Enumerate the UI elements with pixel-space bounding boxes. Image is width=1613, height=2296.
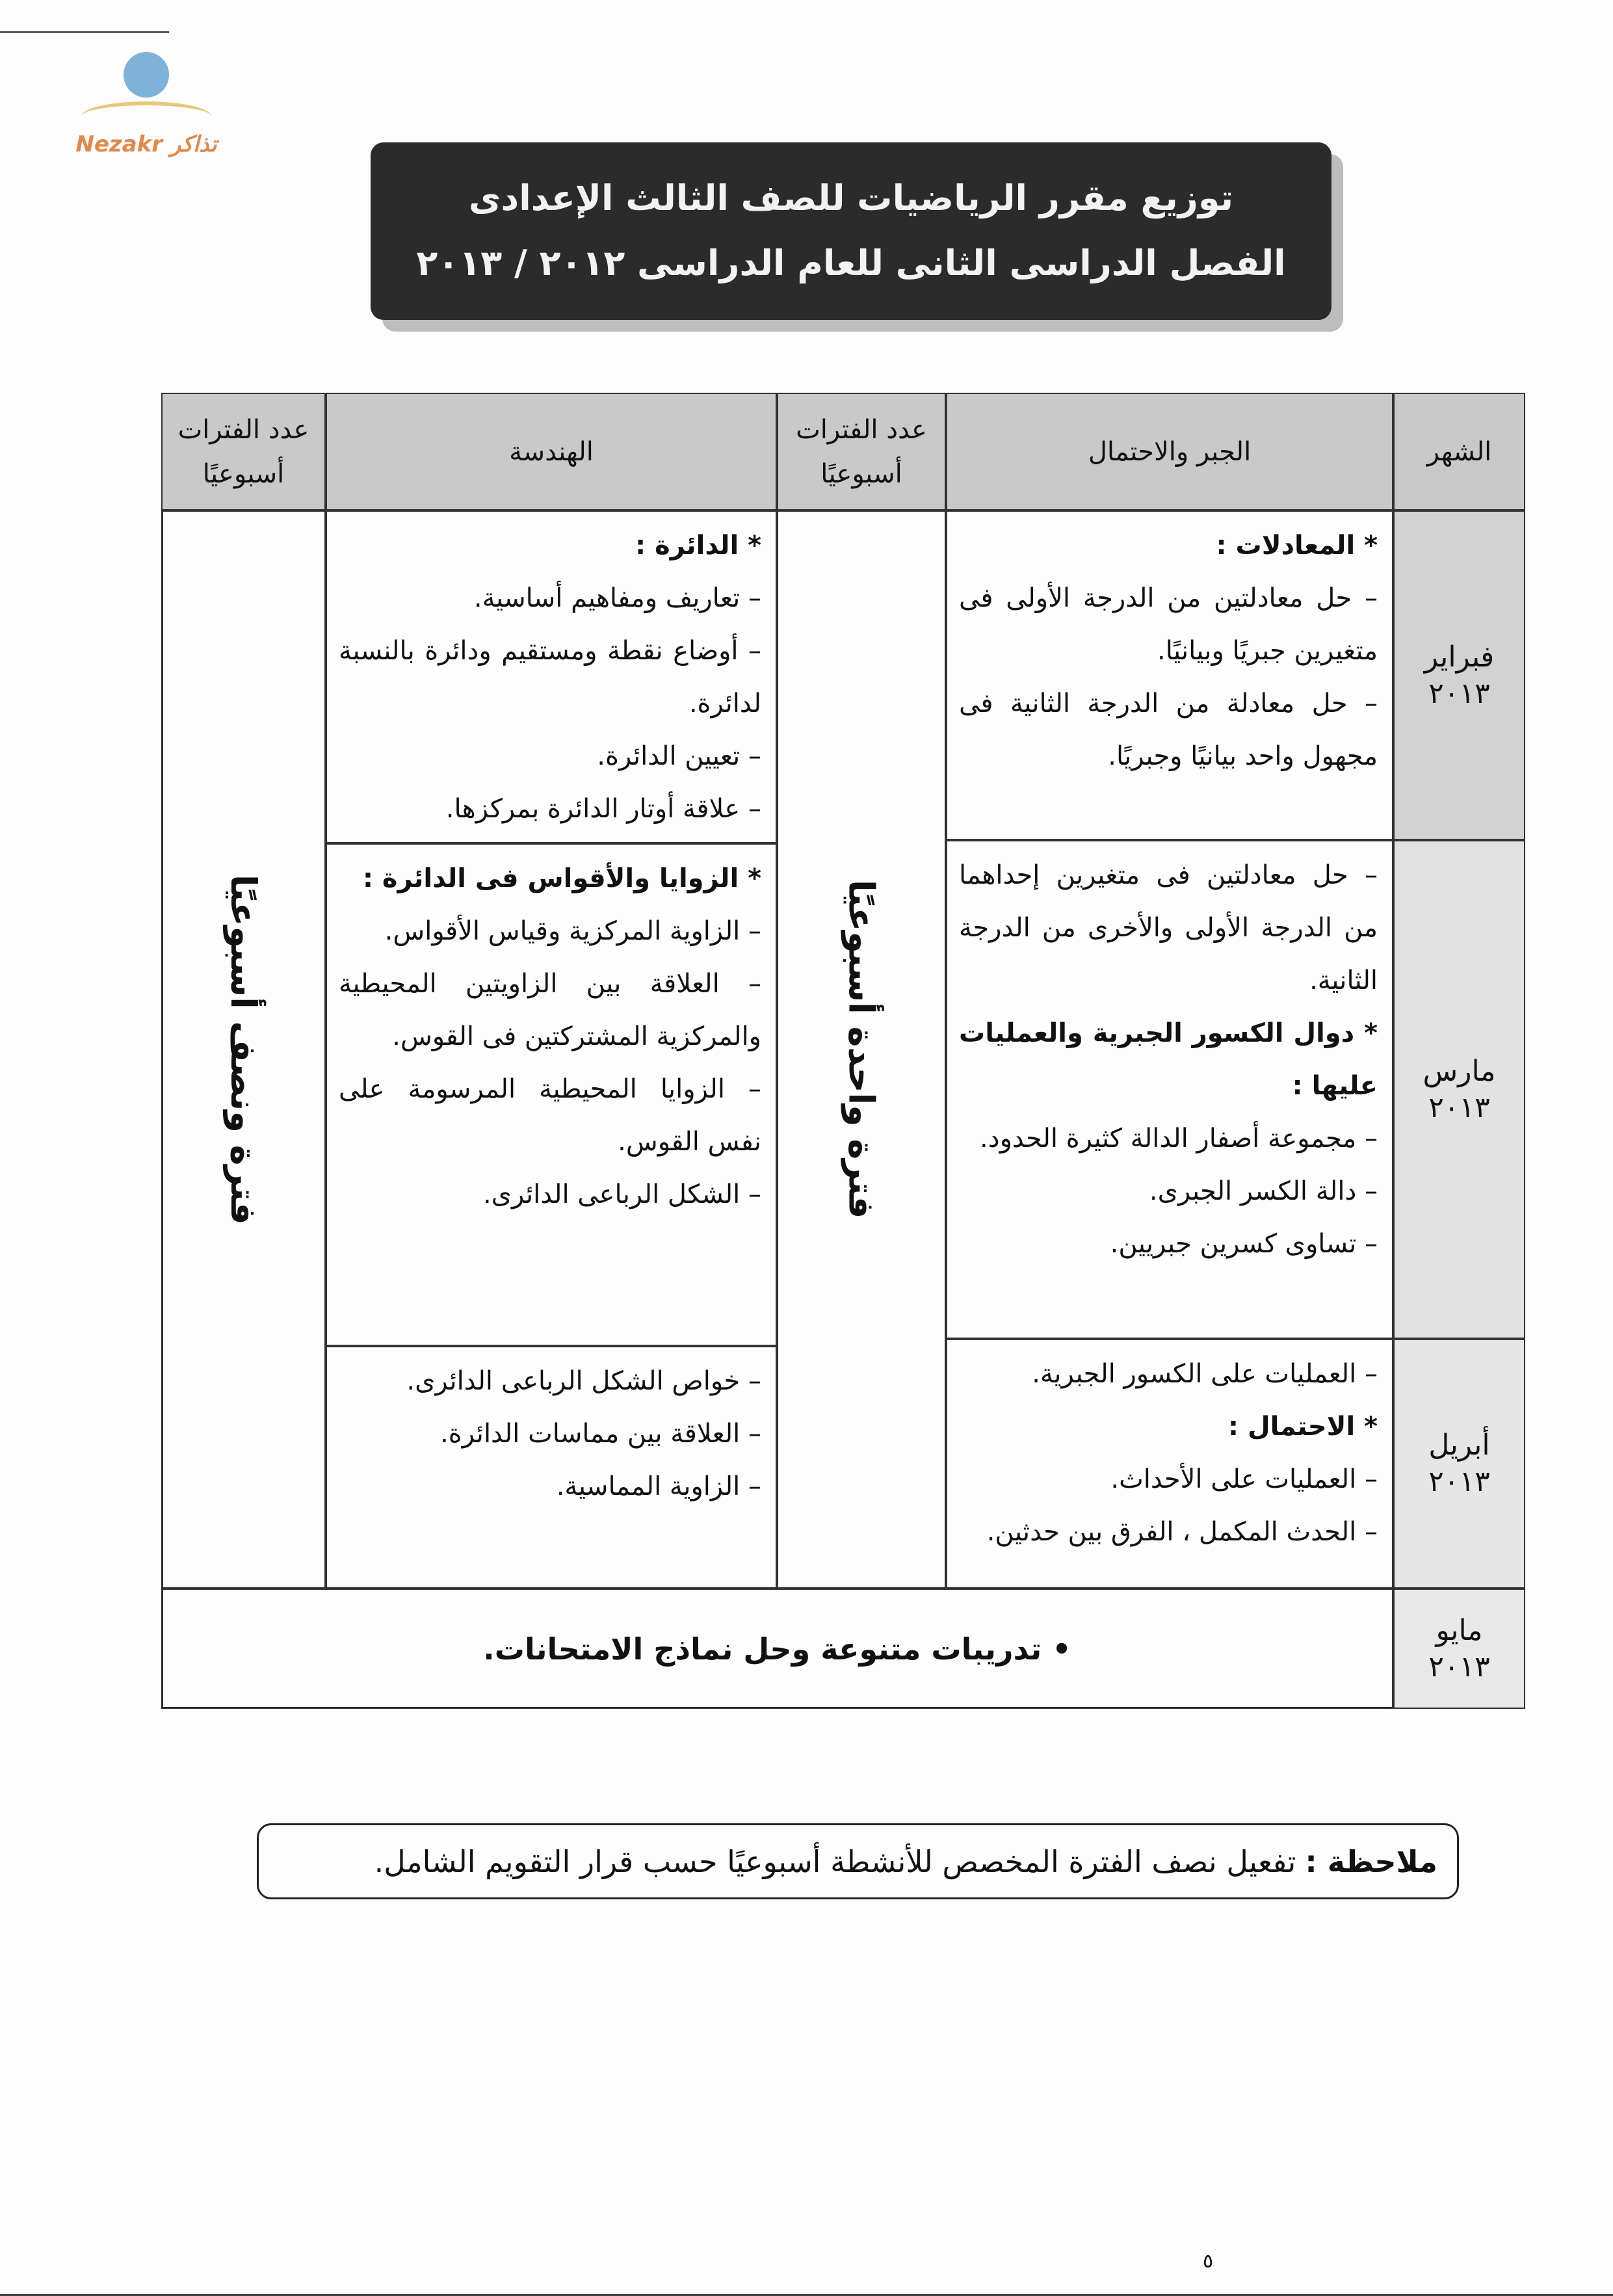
month-may	[1393, 1589, 1525, 1709]
topic-heading: * الاحتمال :	[1228, 1412, 1378, 1442]
month-name: مايو	[1436, 1613, 1483, 1647]
topic-item: – دالة الكسر الجبرى.	[1149, 1176, 1378, 1206]
geometry-march	[326, 843, 777, 1346]
may-text: • تدريبات متنوعة وحل نماذج الامتحانات.	[483, 1631, 1071, 1667]
geometry-february	[326, 510, 777, 843]
algebra-february	[946, 510, 1393, 840]
header-month: الشهر	[1393, 393, 1525, 510]
month-april	[1393, 1339, 1525, 1589]
logo	[59, 52, 234, 176]
month-name: فبراير	[1424, 640, 1495, 674]
may-row	[161, 1589, 1393, 1709]
topic-item: – أوضاع نقطة ومستقيم ودائرة بالنسبة لدائرة.	[339, 636, 761, 719]
graduation-cap-icon	[124, 52, 169, 98]
topic-item: – تساوى كسرين جبريين.	[1110, 1229, 1378, 1259]
month-march	[1393, 840, 1525, 1339]
topic-item: – مجموعة أصفار الدالة كثيرة الحدود.	[980, 1124, 1378, 1154]
count-1-cell	[777, 510, 946, 1589]
topic-item: – الزاوية المماسية.	[556, 1471, 761, 1501]
geometry-april	[326, 1346, 777, 1589]
algebra-april	[946, 1339, 1393, 1589]
page-number: ٥	[1203, 2250, 1214, 2273]
title-line-2: الفصل الدراسى الثانى للعام الدراسى ٢٠١٢ / ٢٠١٣	[416, 243, 1286, 284]
month-name: مارس	[1423, 1054, 1496, 1088]
month-february	[1393, 510, 1525, 840]
month-year: ٢٠١٣	[1428, 1650, 1490, 1683]
header-count-2: عدد الفترات أسبوعيًا	[161, 393, 326, 510]
count-1-text: فترة واحدة أسبوعيًا	[841, 880, 882, 1219]
algebra-march	[946, 840, 1393, 1339]
topic-heading: * الزوايا والأقواس فى الدائرة :	[362, 864, 761, 893]
topic-item: – خواص الشكل الرباعى الدائرى.	[406, 1366, 761, 1396]
topic-item: – الشكل الرباعى الدائرى.	[482, 1180, 761, 1209]
topic-item: – العمليات على الأحداث.	[1110, 1464, 1378, 1494]
topic-item: – العمليات على الكسور الجبرية.	[1032, 1359, 1378, 1389]
count-2-text: فترة ونصف أسبوعيًا	[223, 874, 264, 1225]
month-year: ٢٠١٣	[1428, 1090, 1490, 1124]
title-line-1: توزيع مقرر الرياضيات للصف الثالث الإعدادى	[469, 178, 1233, 218]
topic-item: – حل معادلة من الدرجة الثانية فى مجهول واحد بيانيًا وجبريًا.	[959, 689, 1378, 771]
topic-item: – العلاقة بين مماسات الدائرة.	[440, 1419, 761, 1449]
count-2-cell	[161, 510, 326, 1589]
month-name: أبريل	[1428, 1429, 1490, 1462]
note-text: تفعيل نصف الفترة المخصص للأنشطة أسبوعيًا حسب قرار التقويم الشامل.	[374, 1843, 1296, 1879]
header-geometry: الهندسة	[326, 393, 777, 510]
month-year: ٢٠١٣	[1428, 1465, 1490, 1498]
topic-item: – علاقة أوتار الدائرة بمركزها.	[445, 794, 761, 824]
topic-item: – تعاريف ومفاهيم أساسية.	[473, 583, 761, 613]
title-banner	[371, 142, 1331, 320]
topic-item: – الزوايا المحيطية المرسومة على نفس القوس.	[339, 1074, 761, 1157]
topic-heading: * دوال الكسور الجبرية والعمليات عليها :	[959, 1018, 1378, 1101]
note-box	[257, 1823, 1459, 1899]
topic-heading: * المعادلات :	[1216, 531, 1378, 561]
topic-item: – العلاقة بين الزاويتين المحيطية والمركزية المشتركتين فى القوس.	[339, 969, 761, 1051]
topic-item: – تعيين الدائرة.	[597, 741, 761, 771]
top-rule	[0, 31, 169, 33]
logo-text: Nezakr تذاكر	[75, 131, 217, 157]
header-count-1: عدد الفترات أسبوعيًا	[777, 393, 946, 510]
month-year: ٢٠١٣	[1428, 676, 1490, 710]
topic-heading: * الدائرة :	[635, 531, 761, 561]
topic-item: – حل معادلتين فى متغيرين إحداهما من الدرجة الأولى والأخرى من الدرجة الثانية.	[959, 860, 1378, 996]
note-label: ملاحظة :	[1305, 1843, 1437, 1879]
header-algebra: الجبر والاحتمال	[946, 393, 1393, 510]
book-icon	[81, 101, 211, 131]
topic-item: – حل معادلتين من الدرجة الأولى فى متغيرين جبريًا وبيانيًا.	[959, 583, 1378, 666]
topic-item: – الزاوية المركزية وقياس الأقواس.	[384, 916, 761, 946]
topic-item: – الحدث المكمل ، الفرق بين حدثين.	[986, 1517, 1378, 1547]
